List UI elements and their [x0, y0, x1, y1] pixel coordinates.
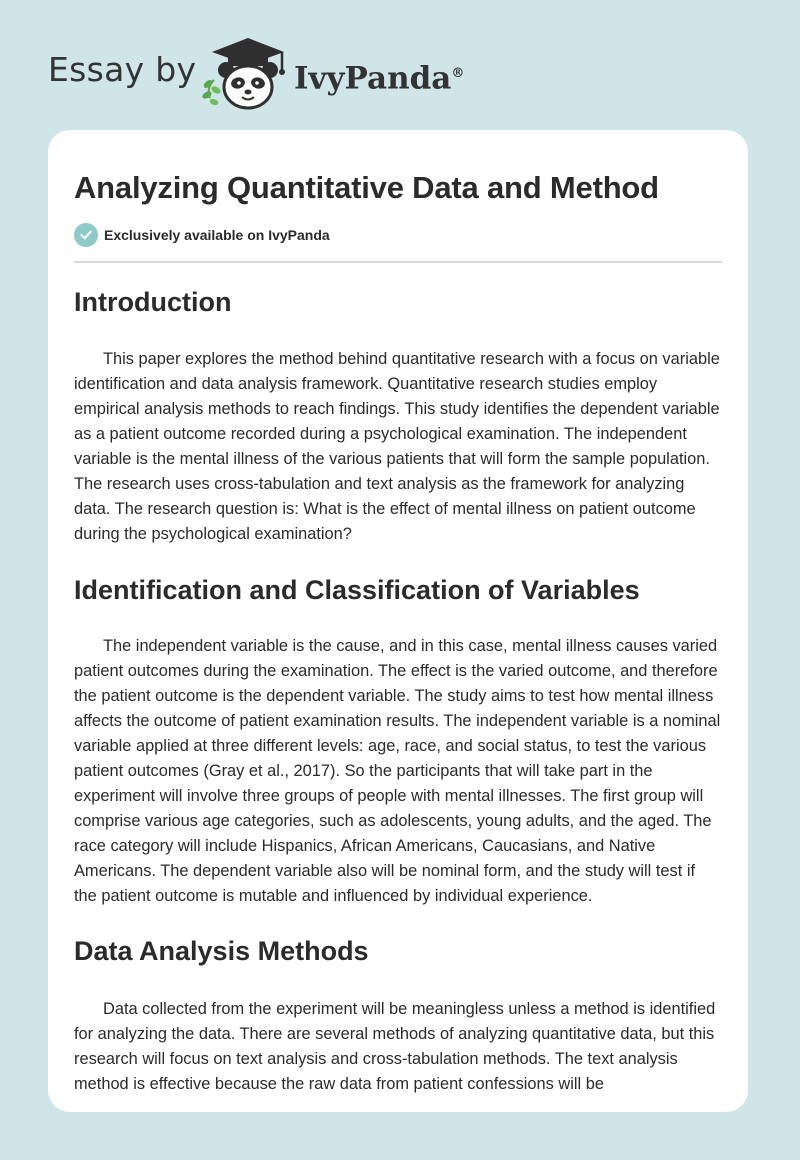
section-heading-data-analysis: Data Analysis Methods [74, 936, 369, 966]
exclusive-badge [74, 222, 722, 248]
brand-prefix: Essay by [48, 50, 197, 89]
page-title: Analyzing Quantitative Data and Method [74, 170, 659, 205]
badge-text: Exclusively available on IvyPanda [104, 227, 330, 243]
panda-graduate-logo-icon[interactable] [196, 32, 296, 112]
section-paragraph-introduction: This paper explores the method behind quantitative research with a focus on variable identification and data analysis framework. Quantitative research studies employ empirical analysis methods to reach findings. This study identifies the dependent variable as a patient outcome recorded during a psychological examination. The independent variable is the mental illness of the various patients that will form the sample population. The research uses cross-tabulation and text analysis as the framework for analyzing data. The research question is: What is the effect of mental illness on patient outcome during the psychological examination? [74, 350, 720, 543]
section-heading-introduction: Introduction [74, 287, 232, 317]
registered-mark: ® [451, 66, 465, 81]
section-heading-variables: Identification and Classification of Variables [74, 575, 640, 605]
site-header [0, 0, 800, 130]
essay-card [48, 130, 748, 1112]
divider [74, 261, 722, 263]
section-paragraph-data-analysis: Data collected from the experiment will be meaningless unless a method is identified for analyzing the data. There are several methods of analyzing quantitative data, but this research will focus on text analysis and cross-tabulation methods. The text analysis method is effective because the raw data from patient confessions will be [74, 1000, 716, 1093]
checkmark-icon [74, 223, 98, 247]
brand-name[interactable]: IvyPanda® [294, 60, 465, 97]
section-paragraph-variables: The independent variable is the cause, and in this case, mental illness causes varied patient outcomes during the examination. The effect is the varied outcome, and therefore the patient outcome is the dependent variable. The study aims to test how mental illness affects the outcome of patient examination results. The independent variable is a nominal variable applied at three different levels: age, race, and social status, to test the various patient outcomes (Gray et al., 2017). So the participants that will take part in the experiment will involve three groups of people with mental illnesses. The first group will comprise various age categories, such as adolescents, young adults, and the aged. The race category will include Hispanics, African Americans, Caucasians, and Native Americans. The dependent variable also will be nominal form, and the study will test if the patient outcome is mutable and influenced by individual experience. [74, 637, 721, 905]
